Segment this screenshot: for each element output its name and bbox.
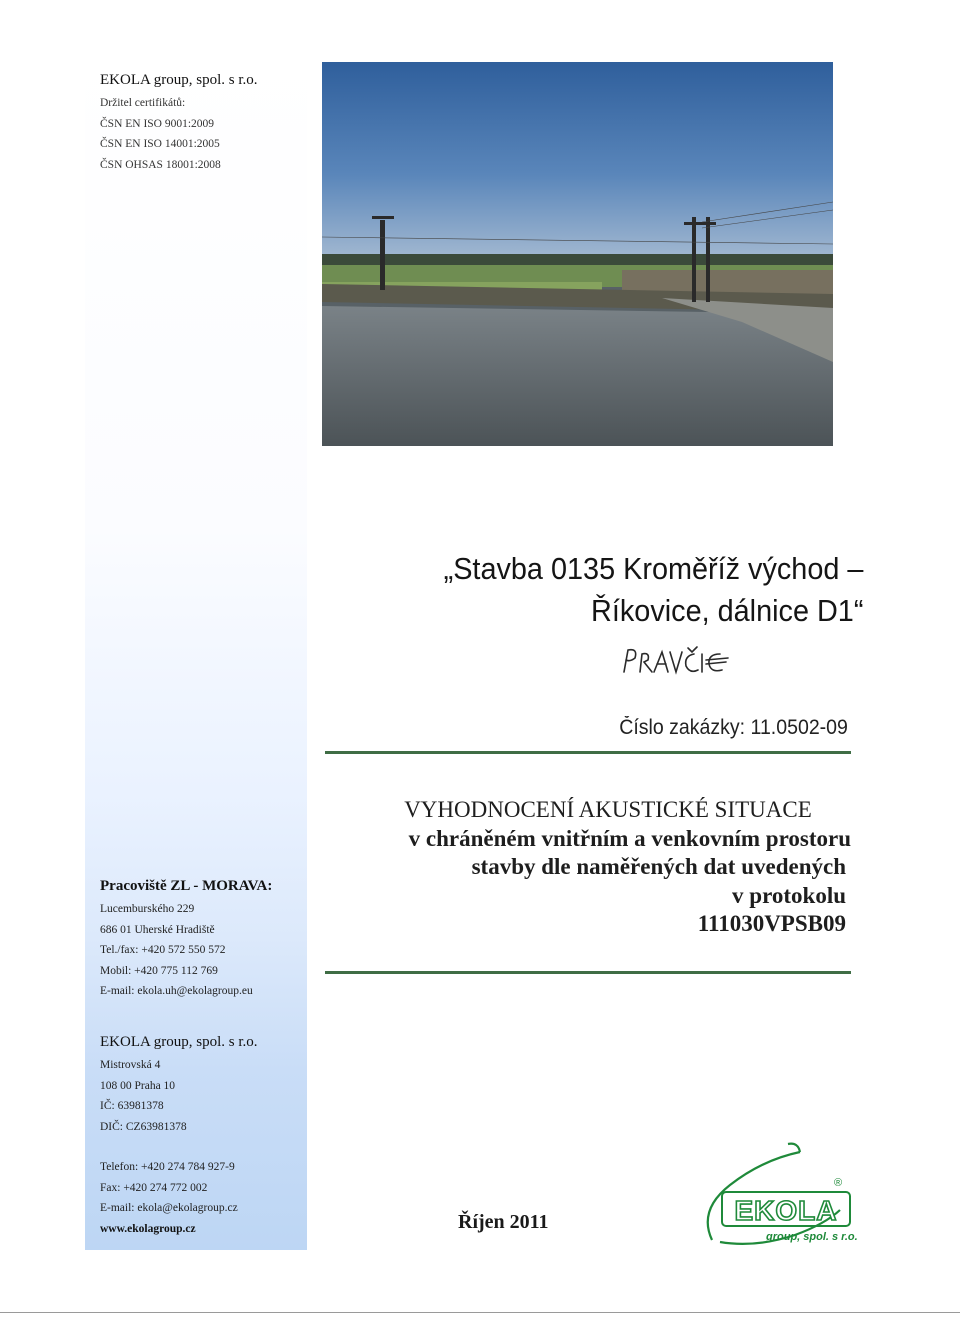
hq-phone: Telefon: +420 274 784 927-9 — [100, 1161, 235, 1173]
scan-edge-line — [0, 1312, 960, 1313]
logo-word: EKOLA — [734, 1195, 838, 1226]
evaluation-block — [325, 796, 851, 939]
divider-bottom — [325, 971, 851, 974]
workplace-block — [100, 878, 272, 1002]
hq-address-line: IČ: 63981378 — [100, 1100, 164, 1112]
logo-tagline: group, spol. s r.o. — [766, 1231, 858, 1243]
evaluation-line: v chráněném vnitřním a venkovním prostoru — [408, 825, 851, 851]
project-title-line: „Stavba 0135 Kroměříž východ – — [443, 551, 863, 586]
hq-title: EKOLA group, spol. s r.o. — [100, 1034, 258, 1050]
hq-fax: Fax: +420 274 772 002 — [100, 1181, 208, 1194]
workplace-line: 686 01 Uherské Hradiště — [100, 923, 215, 936]
cert-heading: Držitel certifikátů: — [100, 97, 186, 109]
hq-address-line: DIČ: CZ63981378 — [100, 1120, 187, 1133]
cert-item: ČSN OHSAS 18001:2008 — [100, 158, 221, 171]
workplace-line: Mobil: +420 775 112 769 — [100, 964, 218, 977]
protocol-number: 111030VPSB09 — [697, 911, 846, 936]
hq-email: E-mail: ekola@ekolagroup.cz — [100, 1202, 238, 1214]
hq-contact-block — [100, 1157, 238, 1239]
divider-top — [325, 751, 851, 754]
cert-item: ČSN EN ISO 9001:2009 — [100, 117, 215, 130]
report-date: Říjen 2011 — [458, 1211, 549, 1233]
hq-address-line: Mistrovská 4 — [100, 1059, 161, 1071]
workplace-title: Pracoviště ZL - MORAVA: — [100, 878, 273, 894]
workplace-line: Lucemburského 229 — [100, 903, 195, 915]
registered-mark: ® — [834, 1177, 843, 1189]
company-name: EKOLA group, spol. s r.o. — [100, 72, 258, 88]
cert-item: ČSN EN ISO 14001:2005 — [100, 138, 220, 150]
company-header — [100, 72, 258, 175]
headquarters-block — [100, 1034, 258, 1137]
ekola-logo — [700, 1140, 865, 1255]
order-number: Číslo zakázky: 11.0502-09 — [619, 716, 848, 739]
evaluation-line: v protokolu — [732, 882, 846, 908]
workplace-email: E-mail: ekola.uh@ekolagroup.eu — [100, 985, 253, 997]
evaluation-heading: VYHODNOCENÍ AKUSTICKÉ SITUACE — [404, 797, 812, 822]
project-title-line: Říkovice, dálnice D1“ — [590, 593, 863, 628]
evaluation-line: stavby dle naměřených dat uvedených — [471, 854, 846, 879]
hq-website: www.ekolagroup.cz — [100, 1222, 196, 1235]
hq-address-line: 108 00 Praha 10 — [100, 1079, 176, 1092]
project-title — [443, 548, 863, 632]
handwritten-note — [620, 642, 730, 683]
workplace-line: Tel./fax: +420 572 550 572 — [100, 944, 226, 956]
site-photo — [322, 62, 833, 446]
